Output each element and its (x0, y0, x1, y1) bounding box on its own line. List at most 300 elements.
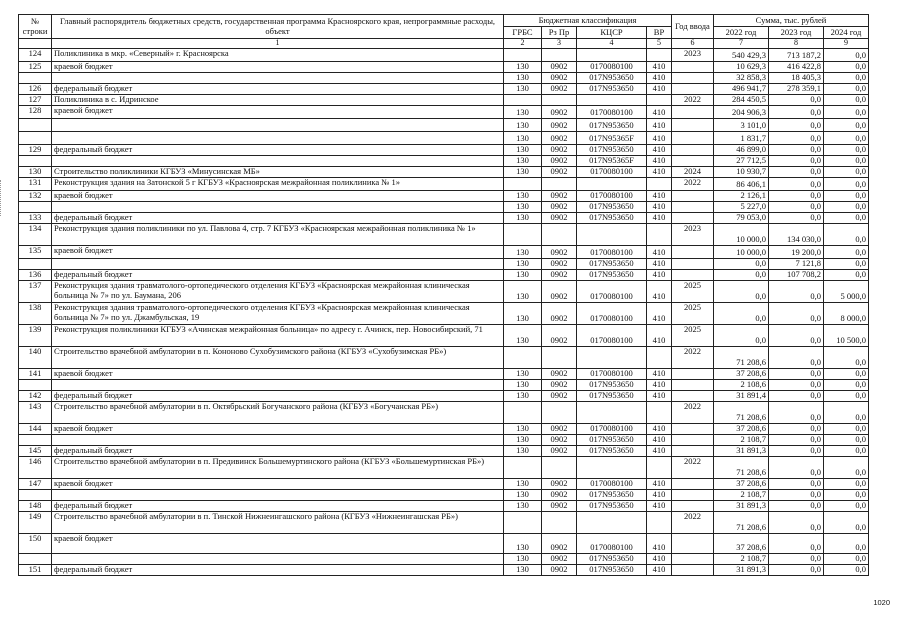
row-number: 142 (19, 391, 52, 402)
sum-2022-cell: 2 126,1 (714, 191, 769, 202)
sum-2023-cell: 0,0 (769, 132, 824, 145)
kcsr-cell (577, 457, 647, 479)
table-row (19, 424, 869, 435)
grbs-cell: 130 (504, 479, 542, 490)
header-year: Год ввода (672, 15, 714, 39)
grbs-cell: 130 (504, 259, 542, 270)
table-row (19, 457, 869, 479)
sum-2023-cell: 134 030,0 (769, 224, 824, 246)
rzpr-cell: 0902 (542, 446, 577, 457)
sum-2022-cell: 37 208,6 (714, 479, 769, 490)
sum-2023-cell: 0,0 (769, 534, 824, 554)
rzpr-cell (542, 95, 577, 106)
sum-2023-cell: 0,0 (769, 554, 824, 565)
sum-2022-cell: 10 000,0 (714, 246, 769, 259)
col-number: 9 (824, 39, 869, 49)
grbs-cell: 130 (504, 391, 542, 402)
row-number (19, 259, 52, 270)
year-cell (672, 202, 714, 213)
grbs-cell: 130 (504, 167, 542, 178)
row-name: краевой бюджет (52, 424, 504, 435)
col-number: 3 (542, 39, 577, 49)
vr-cell: 410 (647, 490, 672, 501)
kcsr-cell (577, 402, 647, 424)
kcsr-cell: 017N953650 (577, 501, 647, 512)
table-row (19, 380, 869, 391)
sum-2023-cell: 0,0 (769, 424, 824, 435)
year-cell (672, 191, 714, 202)
rzpr-cell: 0902 (542, 73, 577, 84)
kcsr-cell: 0170080100 (577, 534, 647, 554)
year-cell: 2025 (672, 303, 714, 325)
rzpr-cell: 0902 (542, 369, 577, 380)
rzpr-cell: 0902 (542, 145, 577, 156)
sum-2023-cell: 0,0 (769, 325, 824, 347)
row-name (52, 132, 504, 145)
grbs-cell: 130 (504, 534, 542, 554)
sum-2022-cell: 540 429,3 (714, 49, 769, 62)
table-header (19, 15, 869, 49)
table-row (19, 145, 869, 156)
row-number (19, 73, 52, 84)
sum-2024-cell: 0,0 (824, 435, 869, 446)
sum-2024-cell: 0,0 (824, 369, 869, 380)
grbs-cell: 130 (504, 554, 542, 565)
row-name: краевой бюджет (52, 479, 504, 490)
row-number: 146 (19, 457, 52, 479)
vr-cell: 410 (647, 202, 672, 213)
sum-2023-cell: 0,0 (769, 213, 824, 224)
row-number: 126 (19, 84, 52, 95)
rzpr-cell: 0902 (542, 84, 577, 95)
sum-2024-cell: 0,0 (824, 246, 869, 259)
row-number: 151 (19, 565, 52, 576)
table-row (19, 167, 869, 178)
row-number (19, 119, 52, 132)
row-number: 131 (19, 178, 52, 191)
year-cell (672, 391, 714, 402)
year-cell (672, 156, 714, 167)
table-row (19, 281, 869, 303)
year-cell (672, 479, 714, 490)
rzpr-cell: 0902 (542, 119, 577, 132)
year-cell (672, 490, 714, 501)
sum-2022-cell: 71 208,6 (714, 512, 769, 534)
sum-2022-cell: 0,0 (714, 270, 769, 281)
row-name: Строительство врачебной амбулатории в п. Тинской Нижнеингашского района (КГБУЗ «Нижнеингашская РБ») (52, 512, 504, 534)
rzpr-cell: 0902 (542, 132, 577, 145)
sum-2022-cell: 2 108,7 (714, 554, 769, 565)
rzpr-cell (542, 224, 577, 246)
rzpr-cell: 0902 (542, 490, 577, 501)
sum-2024-cell: 0,0 (824, 49, 869, 62)
rzpr-cell: 0902 (542, 325, 577, 347)
table-row (19, 132, 869, 145)
grbs-cell: 130 (504, 119, 542, 132)
sum-2022-cell: 10 629,3 (714, 62, 769, 73)
table-row (19, 446, 869, 457)
rzpr-cell: 0902 (542, 213, 577, 224)
sum-2023-cell: 0,0 (769, 457, 824, 479)
row-name (52, 73, 504, 84)
sum-2024-cell: 0,0 (824, 106, 869, 119)
vr-cell: 410 (647, 156, 672, 167)
sum-2022-cell: 31 891,3 (714, 565, 769, 576)
row-name: краевой бюджет (52, 62, 504, 73)
row-number: 130 (19, 167, 52, 178)
table-row (19, 202, 869, 213)
sum-2024-cell: 0,0 (824, 479, 869, 490)
sum-2024-cell: 0,0 (824, 95, 869, 106)
grbs-cell: 130 (504, 281, 542, 303)
sum-2023-cell: 0,0 (769, 402, 824, 424)
kcsr-cell (577, 512, 647, 534)
row-name: Реконструкция поликлиники КГБУЗ «Ачинская межрайонная больница» по адресу г. Ачинск, пер. Новосибирский, 71 (52, 325, 504, 347)
sum-2023-cell: 0,0 (769, 191, 824, 202)
year-cell (672, 424, 714, 435)
row-number: 137 (19, 281, 52, 303)
page-number: 1020 (873, 598, 890, 607)
sum-2024-cell: 0,0 (824, 347, 869, 369)
sum-2023-cell: 0,0 (769, 501, 824, 512)
kcsr-cell (577, 178, 647, 191)
year-cell: 2023 (672, 224, 714, 246)
rzpr-cell (542, 347, 577, 369)
grbs-cell: 130 (504, 490, 542, 501)
row-number: 138 (19, 303, 52, 325)
sum-2023-cell: 0,0 (769, 446, 824, 457)
vr-cell: 410 (647, 534, 672, 554)
grbs-cell: 130 (504, 435, 542, 446)
row-number: 144 (19, 424, 52, 435)
vr-cell: 410 (647, 119, 672, 132)
sum-2023-cell: 7 121,8 (769, 259, 824, 270)
year-cell: 2025 (672, 281, 714, 303)
table-row (19, 347, 869, 369)
row-name: федеральный бюджет (52, 145, 504, 156)
sum-2024-cell: 0,0 (824, 270, 869, 281)
sum-2024-cell: 0,0 (824, 202, 869, 213)
sum-2022-cell: 0,0 (714, 281, 769, 303)
vr-cell: 410 (647, 446, 672, 457)
row-number: 141 (19, 369, 52, 380)
table-row (19, 95, 869, 106)
sum-2023-cell: 18 405,3 (769, 73, 824, 84)
year-cell: 2022 (672, 95, 714, 106)
table-row (19, 191, 869, 202)
table-row (19, 512, 869, 534)
table-row (19, 534, 869, 554)
rzpr-cell: 0902 (542, 391, 577, 402)
sum-2024-cell: 0,0 (824, 167, 869, 178)
sum-2022-cell: 37 208,6 (714, 534, 769, 554)
sum-2024-cell: 0,0 (824, 213, 869, 224)
row-name: краевой бюджет (52, 369, 504, 380)
year-cell (672, 84, 714, 95)
header-name: Главный распорядитель бюджетных средств, государственная программа Красноярского края, непрограммные расходы, объект (52, 15, 504, 39)
row-number (19, 202, 52, 213)
kcsr-cell (577, 347, 647, 369)
kcsr-cell: 017N95365F (577, 156, 647, 167)
sum-2022-cell: 10 000,0 (714, 224, 769, 246)
sum-2023-cell: 713 187,2 (769, 49, 824, 62)
kcsr-cell: 017N953650 (577, 380, 647, 391)
kcsr-cell: 0170080100 (577, 369, 647, 380)
year-cell (672, 259, 714, 270)
sum-2023-cell: 0,0 (769, 167, 824, 178)
sum-2022-cell: 37 208,6 (714, 424, 769, 435)
row-name (52, 156, 504, 167)
row-number: 127 (19, 95, 52, 106)
sum-2023-cell: 0,0 (769, 369, 824, 380)
sum-2024-cell: 0,0 (824, 534, 869, 554)
row-number (19, 435, 52, 446)
vr-cell: 410 (647, 303, 672, 325)
year-cell (672, 446, 714, 457)
kcsr-cell: 0170080100 (577, 191, 647, 202)
grbs-cell (504, 347, 542, 369)
sum-2022-cell: 2 108,7 (714, 490, 769, 501)
header-2023: 2023 год (769, 27, 824, 39)
grbs-cell: 130 (504, 303, 542, 325)
year-cell (672, 565, 714, 576)
rzpr-cell: 0902 (542, 259, 577, 270)
grbs-cell: 130 (504, 424, 542, 435)
vr-cell: 410 (647, 106, 672, 119)
kcsr-cell: 017N953650 (577, 565, 647, 576)
row-number (19, 554, 52, 565)
row-name: федеральный бюджет (52, 565, 504, 576)
kcsr-cell (577, 95, 647, 106)
col-number: 8 (769, 39, 824, 49)
row-number: 148 (19, 501, 52, 512)
table-row (19, 259, 869, 270)
vr-cell: 410 (647, 565, 672, 576)
rzpr-cell: 0902 (542, 479, 577, 490)
grbs-cell (504, 224, 542, 246)
table-row (19, 303, 869, 325)
table-row (19, 119, 869, 132)
sum-2022-cell: 31 891,4 (714, 391, 769, 402)
row-name: федеральный бюджет (52, 391, 504, 402)
sum-2024-cell: 0,0 (824, 501, 869, 512)
sum-2022-cell: 37 208,6 (714, 369, 769, 380)
sum-2024-cell: 0,0 (824, 132, 869, 145)
table-row (19, 84, 869, 95)
year-cell (672, 106, 714, 119)
grbs-cell: 130 (504, 84, 542, 95)
year-cell (672, 62, 714, 73)
vr-cell: 410 (647, 259, 672, 270)
row-number: 128 (19, 106, 52, 119)
sum-2022-cell: 10 930,7 (714, 167, 769, 178)
sum-2023-cell: 107 708,2 (769, 270, 824, 281)
row-name: Реконструкция здания на Затонской 5 г КГБУЗ «Красноярская межрайонная поликлиника № 1» (52, 178, 504, 191)
rzpr-cell: 0902 (542, 246, 577, 259)
sum-2022-cell: 204 906,3 (714, 106, 769, 119)
sum-2023-cell: 19 200,0 (769, 246, 824, 259)
rzpr-cell: 0902 (542, 270, 577, 281)
row-name: Поликлиника в мкр. «Северный» г. Красноярска (52, 49, 504, 62)
sum-2022-cell: 71 208,6 (714, 402, 769, 424)
row-name: Строительство врачебной амбулатории в п. Октябрьский Богучанского района (КГБУЗ «Богучанская РБ») (52, 402, 504, 424)
grbs-cell: 130 (504, 270, 542, 281)
kcsr-cell: 0170080100 (577, 167, 647, 178)
row-number (19, 490, 52, 501)
vr-cell: 410 (647, 424, 672, 435)
table-row (19, 391, 869, 402)
sum-2024-cell: 0,0 (824, 73, 869, 84)
table-row (19, 325, 869, 347)
sum-2023-cell: 0,0 (769, 347, 824, 369)
sum-2023-cell: 0,0 (769, 512, 824, 534)
rzpr-cell: 0902 (542, 62, 577, 73)
kcsr-cell: 017N953650 (577, 391, 647, 402)
row-number: 134 (19, 224, 52, 246)
row-name (52, 380, 504, 391)
sum-2024-cell: 0,0 (824, 119, 869, 132)
sum-2022-cell: 0,0 (714, 303, 769, 325)
kcsr-cell: 017N953650 (577, 270, 647, 281)
grbs-cell (504, 49, 542, 62)
rzpr-cell: 0902 (542, 167, 577, 178)
sum-2022-cell: 0,0 (714, 325, 769, 347)
row-name: краевой бюджет (52, 106, 504, 119)
sum-2023-cell: 0,0 (769, 391, 824, 402)
kcsr-cell: 017N953650 (577, 446, 647, 457)
row-name: Поликлиника в с. Идринское (52, 95, 504, 106)
row-name (52, 554, 504, 565)
grbs-cell: 130 (504, 501, 542, 512)
sum-2022-cell: 86 406,1 (714, 178, 769, 191)
vr-cell (647, 347, 672, 369)
sum-2023-cell: 278 359,1 (769, 84, 824, 95)
grbs-cell (504, 457, 542, 479)
row-number: 143 (19, 402, 52, 424)
grbs-cell: 130 (504, 202, 542, 213)
sum-2023-cell: 0,0 (769, 145, 824, 156)
table-body (19, 49, 869, 576)
vr-cell: 410 (647, 270, 672, 281)
sum-2024-cell: 0,0 (824, 402, 869, 424)
sum-2024-cell: 5 000,0 (824, 281, 869, 303)
sum-2022-cell: 1 831,7 (714, 132, 769, 145)
grbs-cell: 130 (504, 62, 542, 73)
table-row (19, 435, 869, 446)
sum-2024-cell: 8 000,0 (824, 303, 869, 325)
row-name (52, 119, 504, 132)
header-kcsr: КЦСР (577, 27, 647, 39)
kcsr-cell (577, 49, 647, 62)
kcsr-cell: 017N953650 (577, 202, 647, 213)
row-number: 140 (19, 347, 52, 369)
year-cell (672, 369, 714, 380)
row-name: федеральный бюджет (52, 213, 504, 224)
sum-2023-cell: 0,0 (769, 106, 824, 119)
grbs-cell: 130 (504, 73, 542, 84)
row-number: 133 (19, 213, 52, 224)
row-name (52, 259, 504, 270)
sum-2024-cell: 0,0 (824, 84, 869, 95)
header-vr: ВР (647, 27, 672, 39)
sum-2023-cell: 0,0 (769, 95, 824, 106)
year-cell (672, 213, 714, 224)
row-name: федеральный бюджет (52, 84, 504, 95)
vr-cell: 410 (647, 380, 672, 391)
sum-2023-cell: 0,0 (769, 281, 824, 303)
year-cell (672, 534, 714, 554)
sum-2022-cell: 284 450,5 (714, 95, 769, 106)
vr-cell: 410 (647, 281, 672, 303)
row-name: федеральный бюджет (52, 501, 504, 512)
table-row (19, 106, 869, 119)
grbs-cell (504, 178, 542, 191)
year-cell (672, 145, 714, 156)
year-cell: 2022 (672, 457, 714, 479)
row-number: 139 (19, 325, 52, 347)
vr-cell: 410 (647, 246, 672, 259)
year-cell: 2022 (672, 347, 714, 369)
scan-edge-mark (0, 180, 4, 216)
kcsr-cell: 017N953650 (577, 259, 647, 270)
row-number: 135 (19, 246, 52, 259)
col-number: 1 (52, 39, 504, 49)
header-2024: 2024 год (824, 27, 869, 39)
row-name (52, 490, 504, 501)
vr-cell: 410 (647, 369, 672, 380)
table-row (19, 554, 869, 565)
vr-cell: 410 (647, 554, 672, 565)
table-row (19, 49, 869, 62)
kcsr-cell (577, 224, 647, 246)
year-cell: 2025 (672, 325, 714, 347)
vr-cell (647, 178, 672, 191)
row-number: 136 (19, 270, 52, 281)
year-cell (672, 501, 714, 512)
kcsr-cell: 017N953650 (577, 119, 647, 132)
kcsr-cell: 017N953650 (577, 554, 647, 565)
vr-cell: 410 (647, 479, 672, 490)
kcsr-cell: 017N953650 (577, 435, 647, 446)
sum-2024-cell: 0,0 (824, 178, 869, 191)
vr-cell (647, 457, 672, 479)
table-row (19, 178, 869, 191)
grbs-cell (504, 95, 542, 106)
row-number (19, 380, 52, 391)
sum-2022-cell: 46 899,0 (714, 145, 769, 156)
sum-2023-cell: 0,0 (769, 435, 824, 446)
vr-cell: 410 (647, 73, 672, 84)
year-cell (672, 246, 714, 259)
grbs-cell: 130 (504, 380, 542, 391)
sum-2024-cell: 10 500,0 (824, 325, 869, 347)
sum-2023-cell: 0,0 (769, 565, 824, 576)
vr-cell: 410 (647, 391, 672, 402)
year-cell: 2022 (672, 402, 714, 424)
table-row (19, 490, 869, 501)
vr-cell (647, 49, 672, 62)
sum-2023-cell: 0,0 (769, 479, 824, 490)
kcsr-cell: 0170080100 (577, 325, 647, 347)
vr-cell: 410 (647, 325, 672, 347)
vr-cell: 410 (647, 84, 672, 95)
vr-cell: 410 (647, 501, 672, 512)
year-cell (672, 270, 714, 281)
table-row (19, 565, 869, 576)
grbs-cell: 130 (504, 446, 542, 457)
row-number (19, 156, 52, 167)
year-cell: 2022 (672, 178, 714, 191)
